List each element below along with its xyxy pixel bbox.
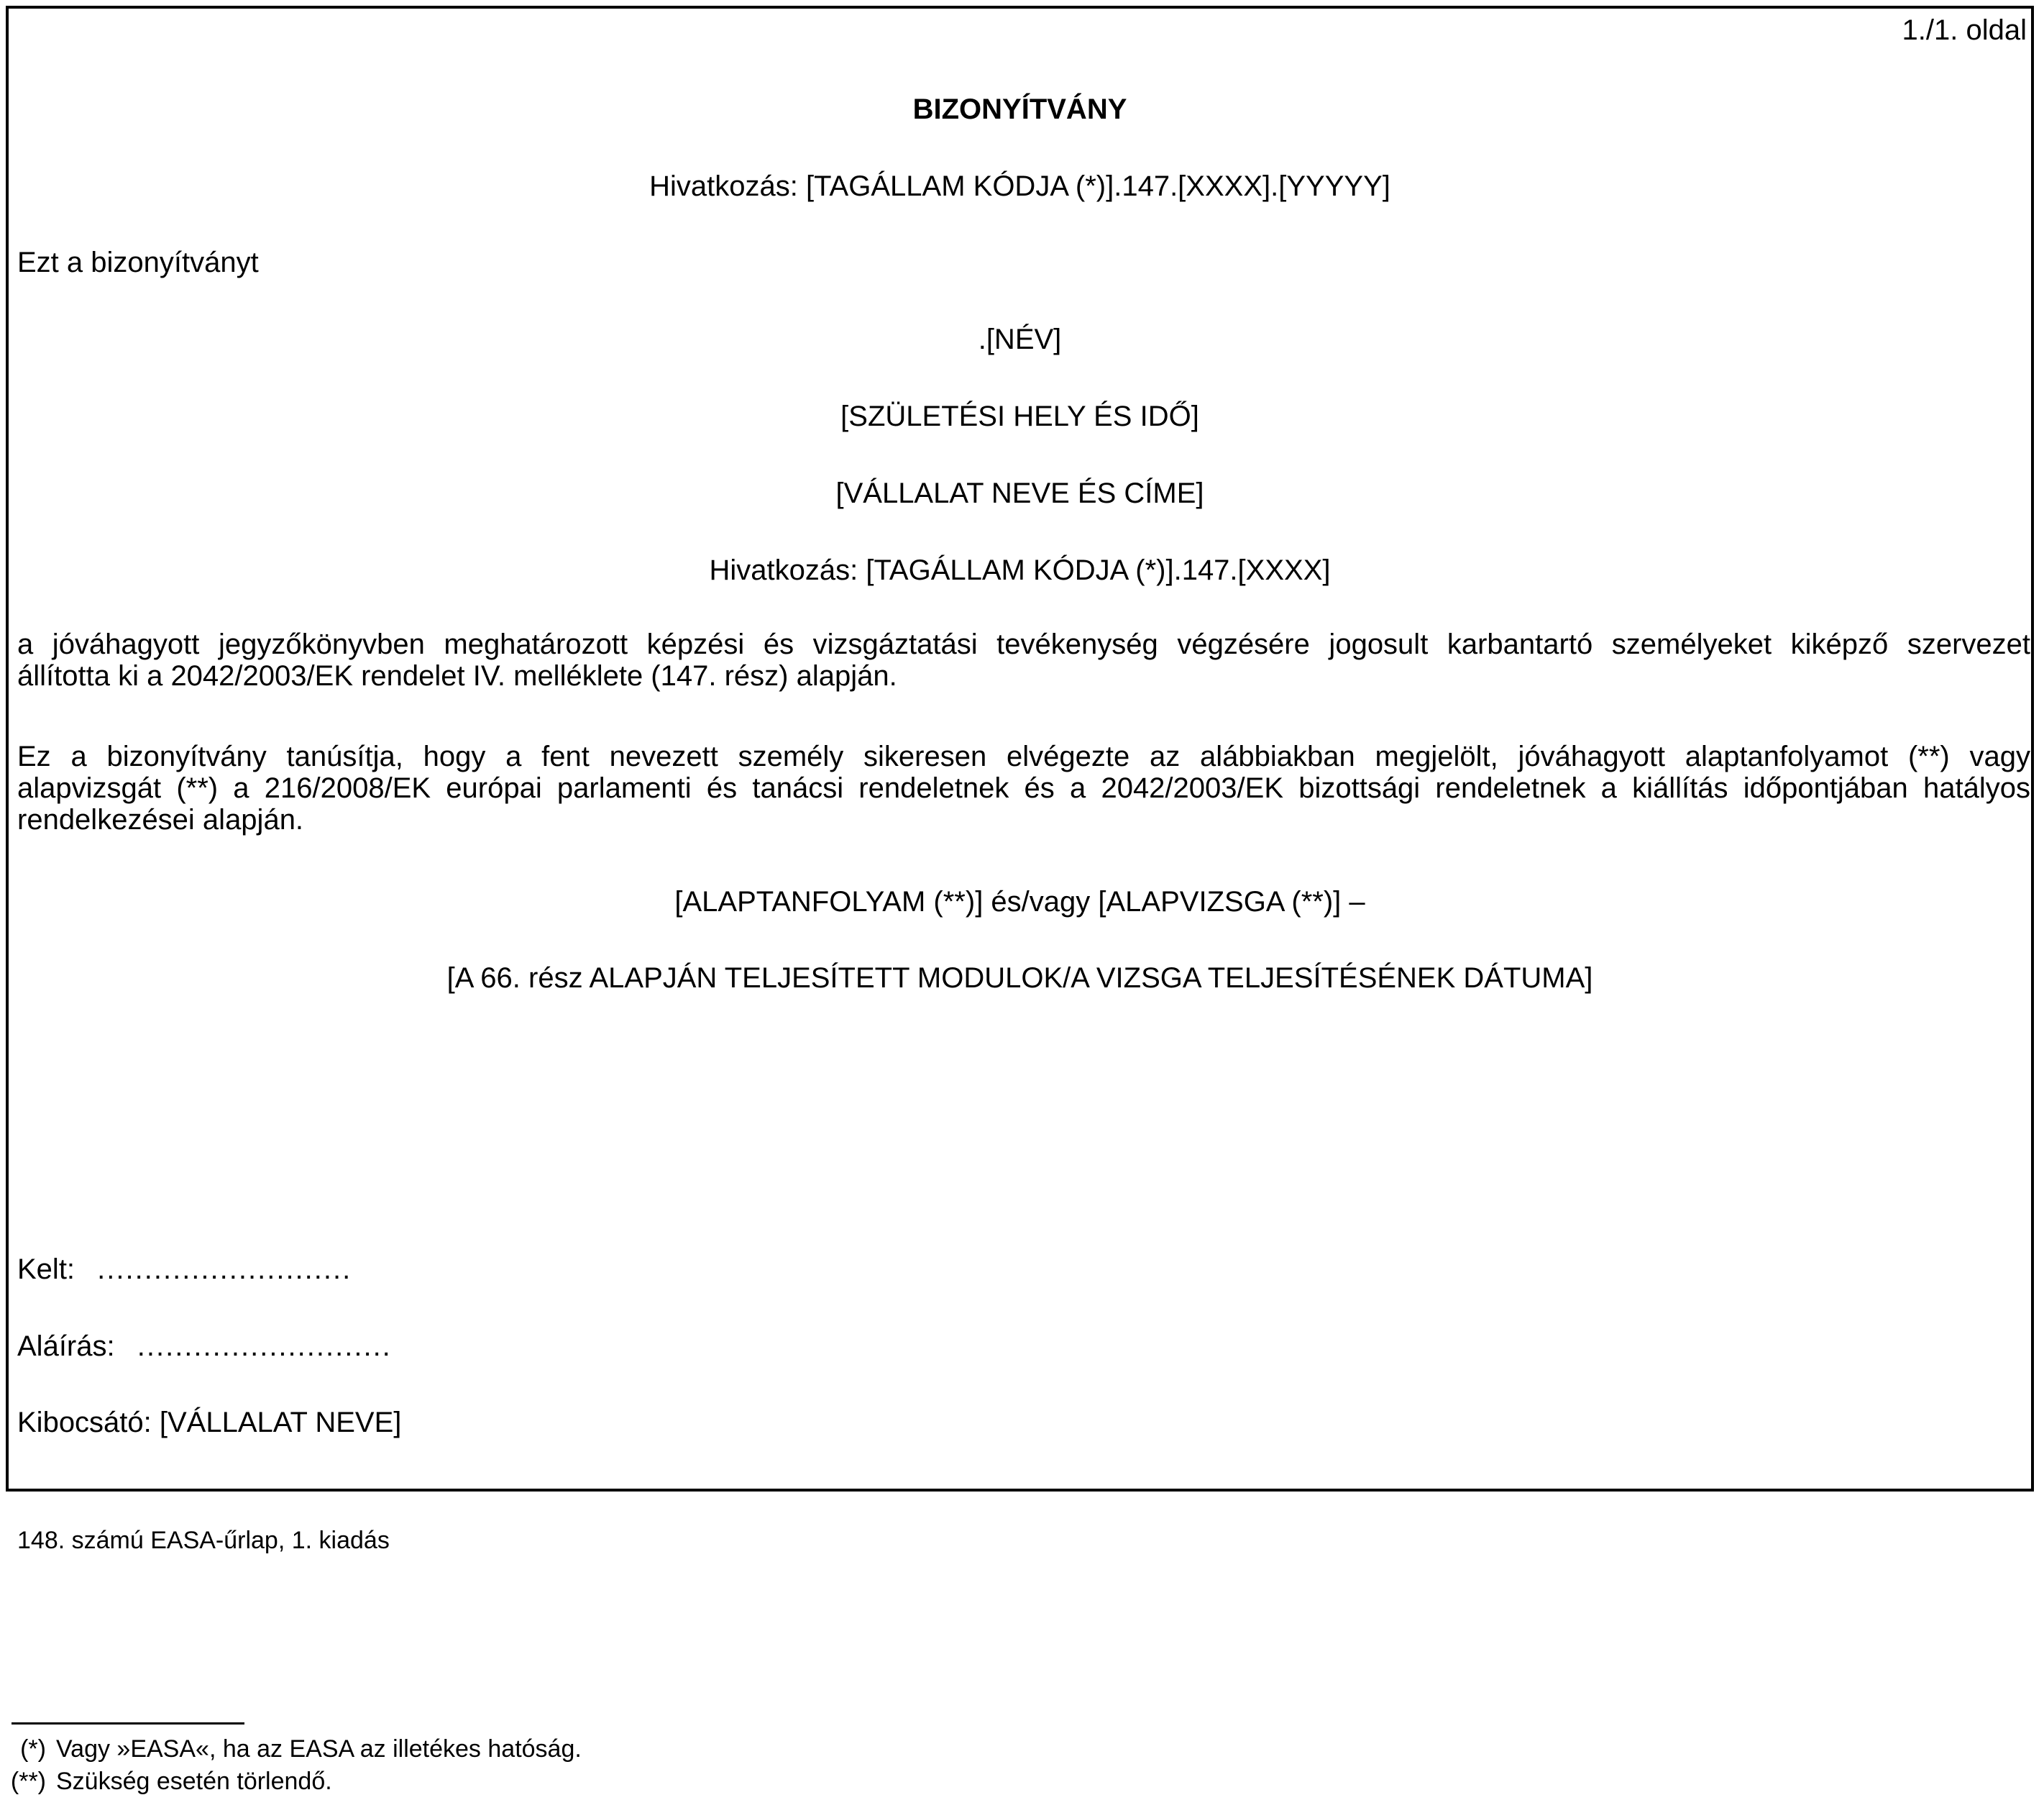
signature-label: Aláírás: xyxy=(17,1330,115,1362)
form-number: 148. számú EASA-űrlap, 1. kiadás xyxy=(17,1527,390,1554)
date-dots: ........................... xyxy=(97,1253,352,1285)
date-field xyxy=(17,1253,352,1285)
reference-top: Hivatkozás: [TAGÁLLAM KÓDJA (*)].147.[XXXX].[YYYYY] xyxy=(649,170,1390,202)
certificate-title: BIZONYÍTVÁNY xyxy=(912,93,1127,125)
reference-org: Hivatkozás: [TAGÁLLAM KÓDJA (*)].147.[XXXX] xyxy=(709,554,1331,586)
paragraph-line: a jóváhagyott jegyzőkönyvben meghatározott képzési és vizsgáztatási tevékenység végzésére jogosult karbantartó személyeket kiképző szervezet xyxy=(17,629,2030,660)
name-placeholder: .[NÉV] xyxy=(978,324,1062,355)
issuer-line: Kibocsátó: [VÁLLALAT NEVE] xyxy=(17,1407,402,1438)
paragraph-line: rendelkezései alapján. xyxy=(17,804,304,836)
paragraph-line: Ez a bizonyítvány tanúsítja, hogy a fent nevezett személy sikeresen elvégezte az alábbiakban megjelölt, jóváhagyott alaptanfolyamot (**) vagy xyxy=(17,741,2030,772)
intro-text: Ezt a bizonyítványt xyxy=(17,247,259,278)
footnote-text: Vagy »EASA«, ha az EASA az illetékes hatóság. xyxy=(56,1735,582,1763)
footnote-2 xyxy=(0,1768,332,1795)
paragraph-line: alapvizsgát (**) a 216/2008/EK európai parlamenti és tanácsi rendeletnek és a 2042/2003/EK bizottsági rendeletnek a kiállítás időpontjában hatályos xyxy=(17,772,2030,804)
paragraph-issuer-basis xyxy=(17,629,2030,692)
paragraph-attestation xyxy=(17,741,2030,836)
footnote-separator xyxy=(12,1722,244,1725)
footnote-text: Szükség esetén törlendő. xyxy=(56,1768,332,1795)
course-line: [ALAPTANFOLYAM (**)] és/vagy [ALAPVIZSGA (**)] – xyxy=(674,886,1365,918)
paragraph-line: állította ki a 2042/2003/EK rendelet IV. melléklete (147. rész) alapján. xyxy=(17,660,897,692)
page-number: 1./1. oldal xyxy=(1902,14,2027,46)
date-label: Kelt: xyxy=(17,1253,75,1285)
signature-dots: ........................... xyxy=(137,1330,392,1362)
footnote-mark: (*) xyxy=(20,1735,46,1763)
modules-line: [A 66. rész ALAPJÁN TELJESÍTETT MODULOK/A VIZSGA TELJESÍTÉSÉNEK DÁTUMA] xyxy=(446,962,1593,994)
birth-placeholder: [SZÜLETÉSI HELY ÉS IDŐ] xyxy=(840,401,1199,432)
company-placeholder: [VÁLLALAT NEVE ÉS CÍME] xyxy=(835,478,1204,509)
footnote-mark: (**) xyxy=(10,1768,46,1795)
signature-field xyxy=(17,1330,392,1362)
footnote-1 xyxy=(0,1735,582,1763)
